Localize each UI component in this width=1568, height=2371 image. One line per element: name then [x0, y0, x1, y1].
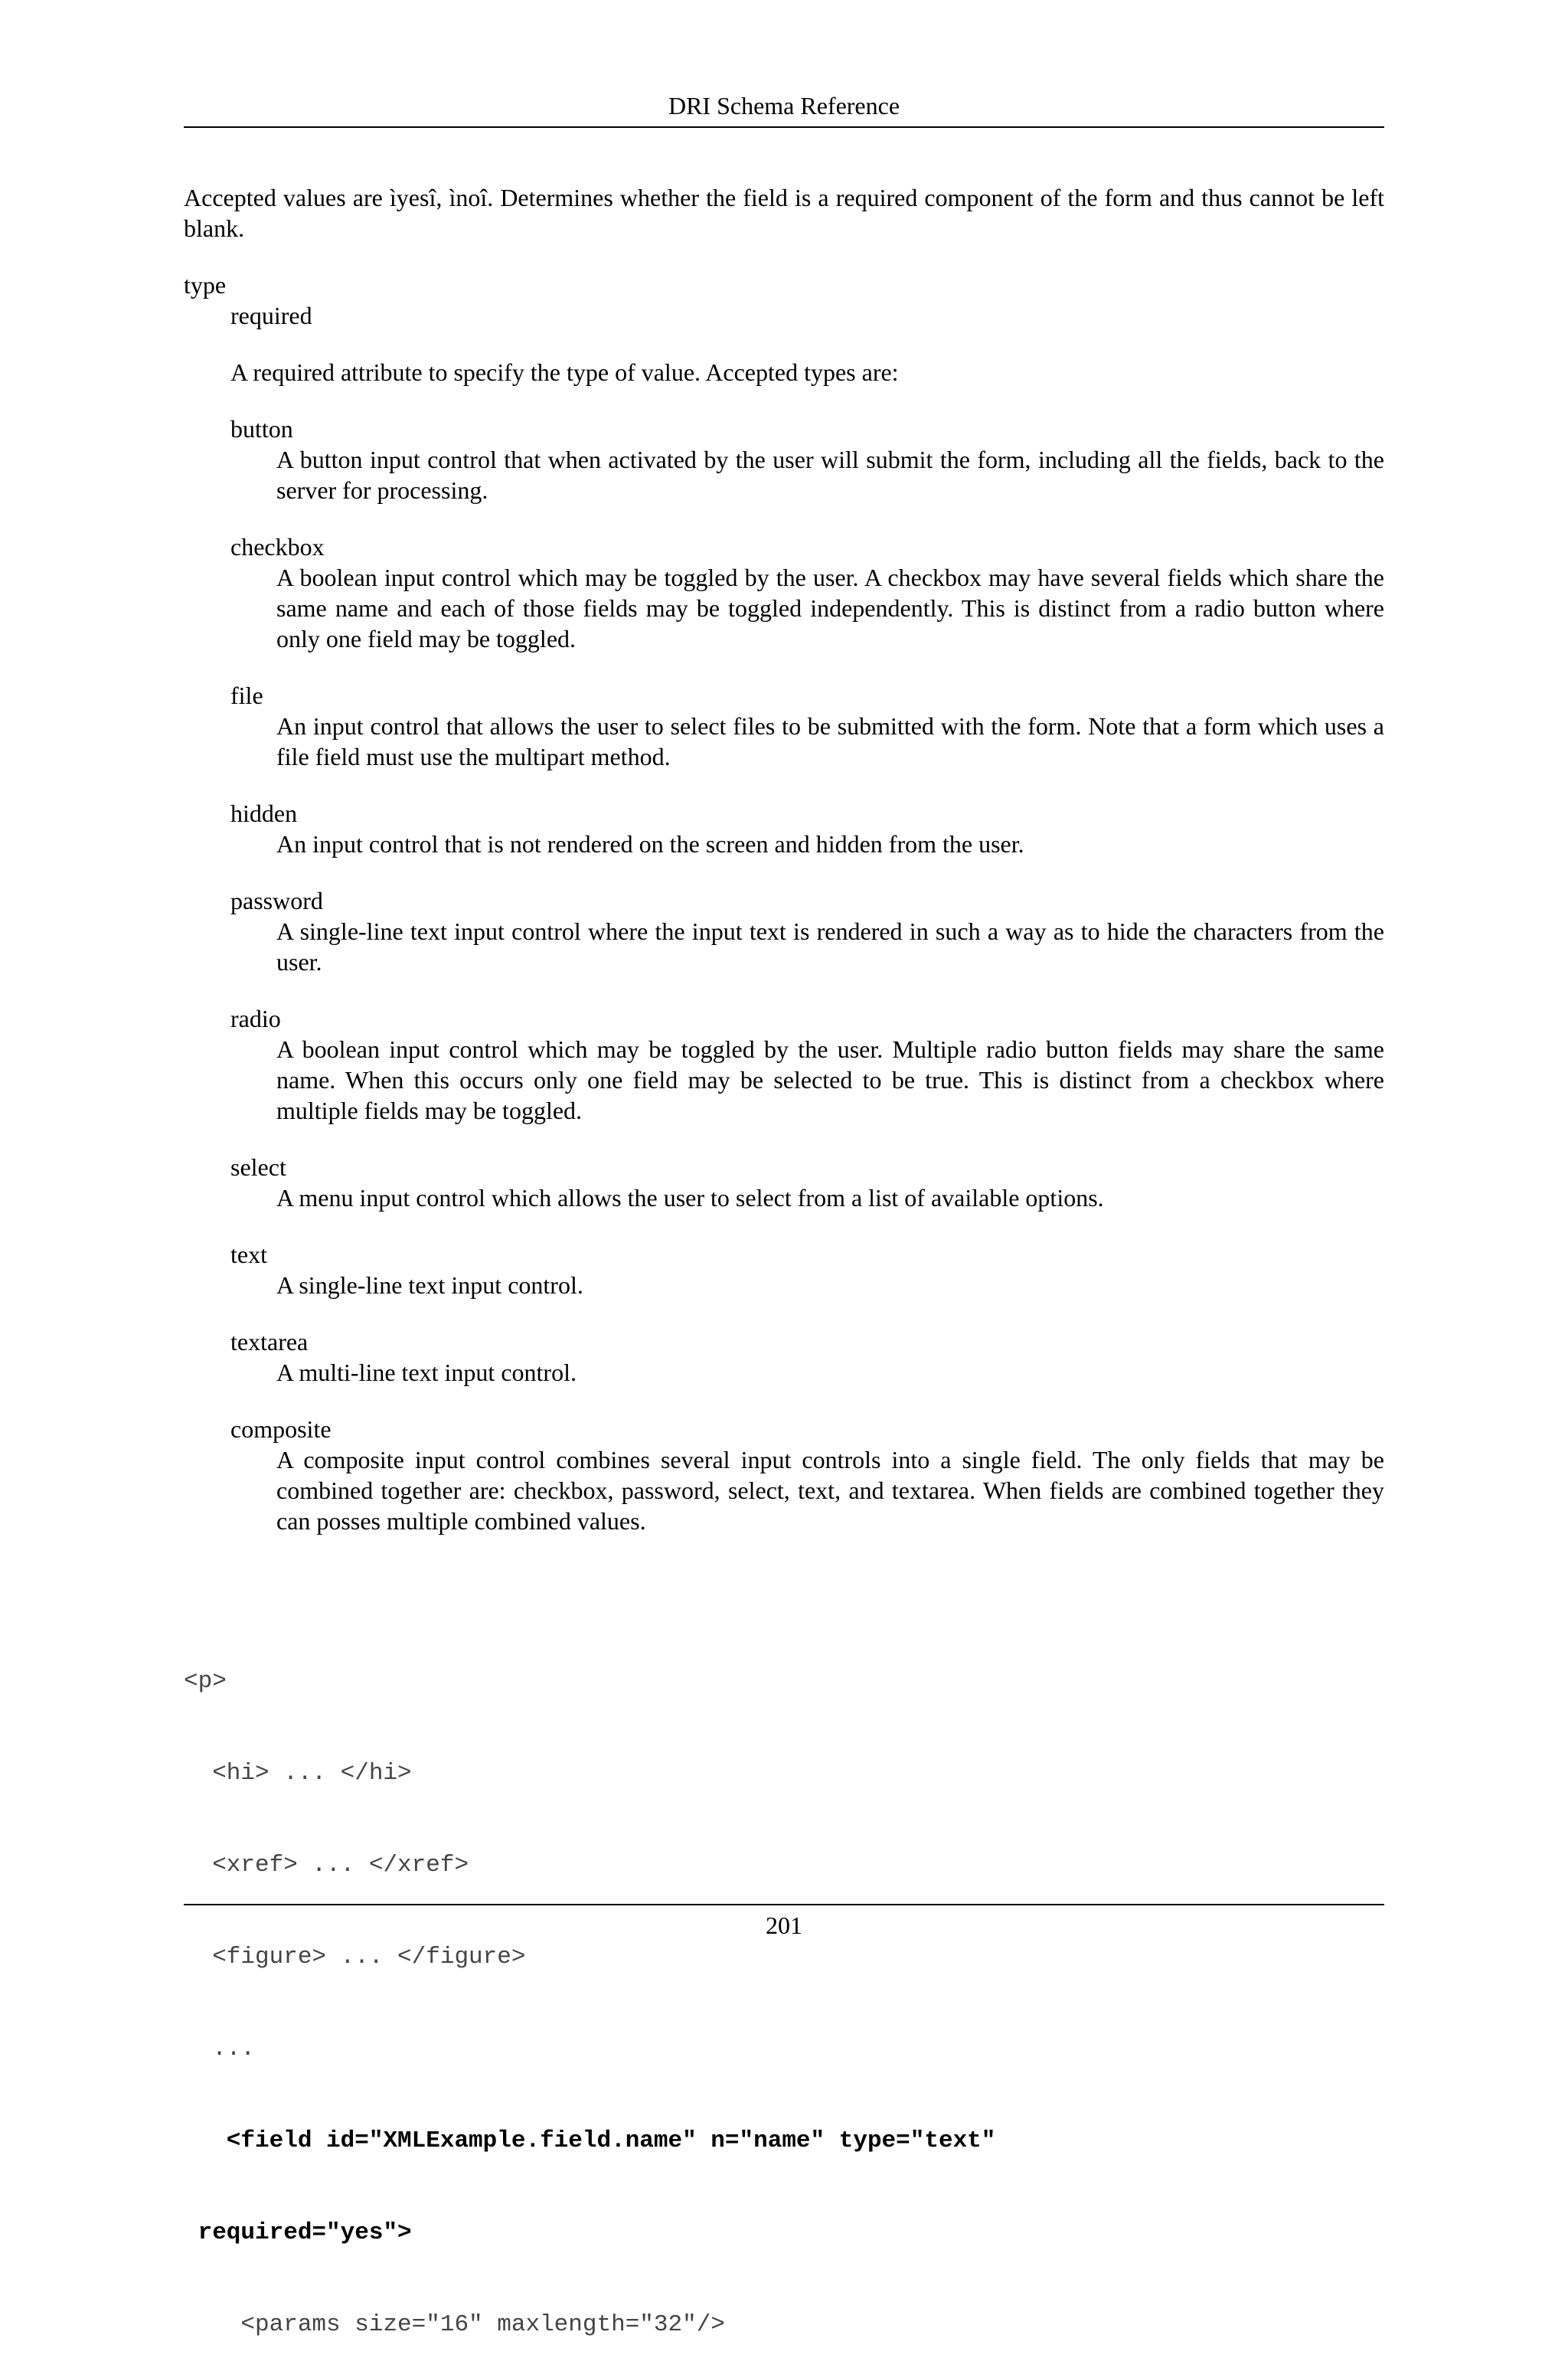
type-desc-hidden: An input control that is not rendered on the screen and hidden from the user. — [276, 830, 1024, 858]
type-term-select: select — [230, 1153, 286, 1181]
code-line: <xref> ... </xref> — [184, 1852, 469, 1879]
type-desc-checkbox: A boolean input control which may be toggled by the user. A checkbox may have several fields which share the same name and each of those fields may be toggled independently. This is distinct from a radio button where only one field may be toggled. — [276, 564, 1384, 652]
type-desc-radio: A boolean input control which may be toggled by the user. Multiple radio button fields may share the same name. When this occurs only one field may be selected to be true. This is distinct from a checkbox where multiple fields may be toggled. — [276, 1035, 1384, 1124]
type-desc-textarea: A multi-line text input control. — [276, 1359, 577, 1386]
type-desc-file: An input control that allows the user to select files to be submitted with the form. Note that a form which uses a file field must use the multipart method. — [276, 712, 1384, 770]
type-term-button: button — [230, 415, 293, 443]
page-number: 201 — [766, 1912, 802, 1939]
type-term-password: password — [230, 887, 323, 914]
type-intro: A required attribute to specify the type of value. Accepted types are: — [230, 358, 899, 386]
type-list — [184, 414, 1384, 1536]
code-line: <params size="16" maxlength="32"/> — [184, 2311, 725, 2338]
footer-rule — [184, 1904, 1384, 1905]
type-term-text: text — [230, 1241, 267, 1268]
code-line: <figure> ... </figure> — [184, 1944, 526, 1970]
type-term-radio: radio — [230, 1005, 281, 1032]
attribute-status: required — [230, 302, 312, 329]
type-term-checkbox: checkbox — [230, 533, 325, 561]
type-desc-button: A button input control that when activated by the user will submit the form, including all the fields, back to the server for processing. — [276, 446, 1384, 504]
code-line: <p> — [184, 1668, 227, 1695]
type-term-file: file — [230, 682, 263, 709]
code-line: ... — [184, 2036, 256, 2062]
type-desc-text: A single-line text input control. — [276, 1271, 583, 1299]
type-term-composite: composite — [230, 1415, 332, 1443]
type-desc-composite: A composite input control combines several input controls into a single field. The only fields that may be combined together are: checkbox, password, select, text, and textarea. When fields are combined together they can posses multiple combined values. — [276, 1446, 1384, 1535]
code-line: <hi> ... </hi> — [184, 1760, 412, 1787]
page-header: DRI Schema Reference — [668, 92, 900, 119]
type-term-textarea: textarea — [230, 1328, 309, 1356]
attribute-name-type: type — [184, 271, 227, 299]
type-desc-password: A single-line text input control where the input text is rendered in such a way as to hide the characters from the user. — [276, 917, 1384, 976]
code-line-highlighted: required="yes"> — [184, 2219, 412, 2246]
type-term-hidden: hidden — [230, 800, 298, 827]
code-example — [184, 1605, 1384, 2371]
type-desc-select: A menu input control which allows the user to select from a list of available options. — [276, 1184, 1104, 1212]
required-description: Accepted values are ìyesî, ìnoî. Determines whether the field is a required component of the form and thus cannot be left blank. — [184, 184, 1384, 242]
code-line-highlighted: <field id="XMLExample.field.name" n="name" type="text" — [184, 2127, 996, 2154]
main-content — [184, 182, 1384, 1536]
header-rule — [184, 126, 1384, 128]
